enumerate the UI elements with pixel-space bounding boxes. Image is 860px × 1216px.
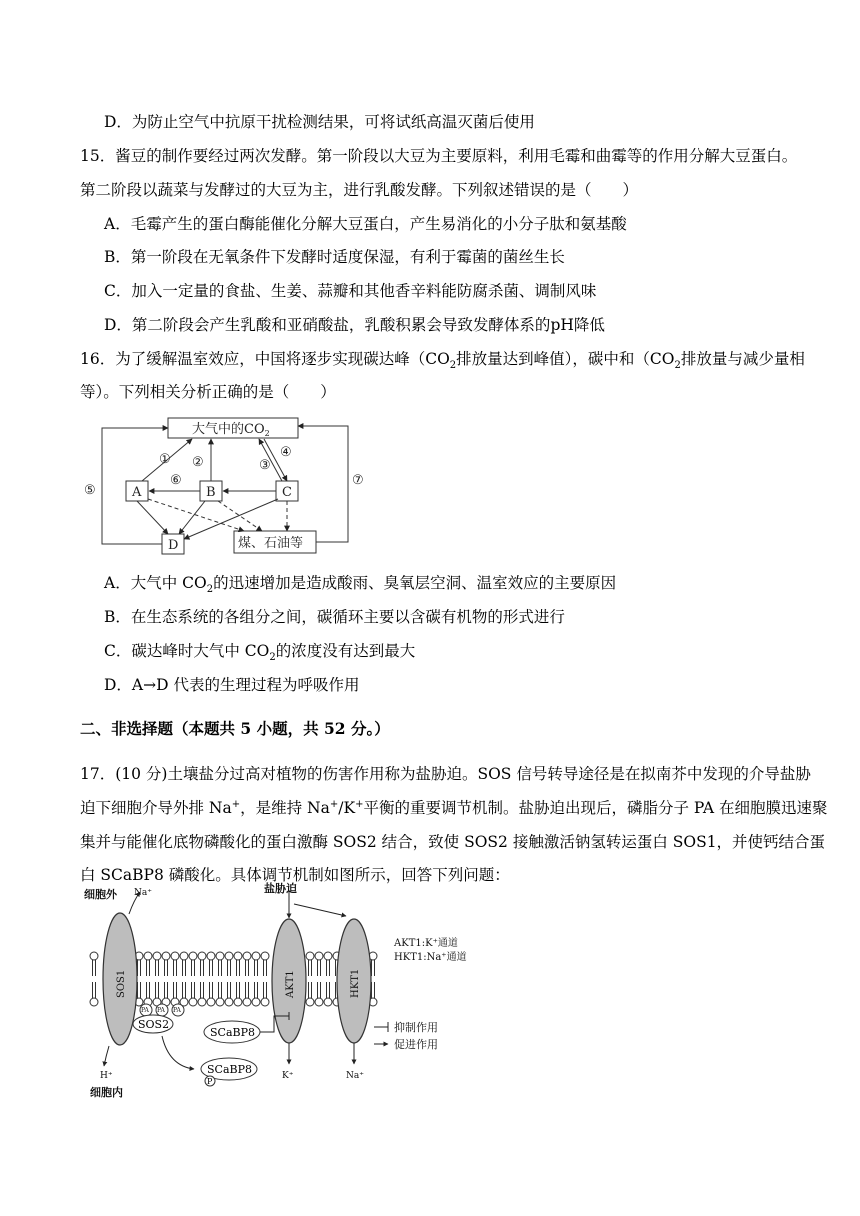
arrow-7-label: ⑦: [352, 473, 364, 488]
lipid-tail: [327, 982, 330, 998]
lipid-head: [216, 952, 224, 960]
legend-inhibit: 抑制作用: [394, 1021, 438, 1034]
lipid-tail: [147, 960, 150, 976]
q16-option-d: D．A→D 代表的生理过程为呼吸作用: [104, 676, 360, 694]
lipid-tail: [309, 960, 312, 976]
lipid-head: [180, 952, 188, 960]
q15-option-d: [104, 314, 605, 336]
fossil-label: 煤、石油等: [238, 536, 304, 551]
h-label: H⁺: [100, 1071, 113, 1081]
q15-option-c: C．加入一定量的食盐、生姜、蒜瓣和其他香辛料能防腐杀菌、调制风味: [104, 282, 597, 300]
stress-label: 盐胁迫: [264, 882, 297, 895]
lipid-head: [261, 998, 269, 1006]
lipid-head: [90, 952, 98, 960]
lipid-tail: [93, 960, 96, 976]
q16-sub: 2: [674, 360, 681, 372]
node-c-label: C: [282, 485, 292, 500]
lipid-head: [306, 952, 314, 960]
lipid-head: [198, 952, 206, 960]
section2-title: 二、非选择题（本题共 5 小题，共 52 分。）: [80, 719, 390, 738]
lipid-tail: [147, 982, 150, 998]
lipid-tail: [210, 982, 213, 998]
lipid-head: [252, 998, 260, 1006]
q16-option-b: B．在生态系统的各组分之间，碳循环主要以含碳有机物的形式进行: [104, 608, 565, 626]
lipid-tail: [93, 982, 96, 998]
legend-promote: 促进作用: [394, 1038, 438, 1051]
lipid-tail: [246, 982, 249, 998]
q15-option-d-text2: 降低: [573, 316, 605, 334]
lipid-head: [225, 952, 233, 960]
lipid-head: [198, 998, 206, 1006]
q16-sub: 2: [206, 584, 214, 596]
q17-line3: 集并与能催化底物磷酸化的蛋白激酶 SOS2 结合，致使 SOS2 接触激活钠氢转运蛋白 SOS1，并使钙结合蛋: [80, 833, 826, 851]
lipid-head: [315, 998, 323, 1006]
q17-line4: 白 SCaBP8 磷酸化。具体调节机制如图所示，回答下列问题：: [80, 866, 510, 884]
q16-option-c-text1: C．碳达峰时大气中 CO: [104, 642, 270, 660]
lipid-head: [171, 952, 179, 960]
lipid-tail: [318, 960, 321, 976]
arrow-4-label: ④: [280, 445, 292, 460]
lipid-head: [234, 952, 242, 960]
lipid-tail: [237, 982, 240, 998]
node-d-label: D: [168, 538, 179, 553]
lipid-head: [252, 952, 260, 960]
node-b-label: B: [206, 485, 216, 500]
lipid-tail: [309, 982, 312, 998]
lipid-tail: [192, 982, 195, 998]
lipid-tail: [264, 982, 267, 998]
lipid-tail: [183, 960, 186, 976]
lipid-head: [315, 952, 323, 960]
q16-stem-part3: 排放量与减少量相: [680, 350, 805, 368]
pa-label: PA: [157, 1007, 165, 1014]
q15-stem-line2: 第二阶段以蔬菜与发酵过的大豆为主，进行乳酸发酵。下列叙述错误的是（ ）: [80, 181, 639, 199]
arrow-2-label: ②: [192, 455, 204, 470]
lipid-tail: [255, 982, 258, 998]
lipid-head: [153, 952, 161, 960]
q17-line2-part1: 迫下细胞介导外排 Na: [80, 799, 232, 817]
q15-option-a: A．毛霉产生的蛋白酶能催化分解大豆蛋白，产生易消化的小分子肽和氨基酸: [104, 215, 627, 233]
lipid-tail: [174, 982, 177, 998]
lipid-tail: [255, 960, 258, 976]
inside-label: 细胞内: [90, 1086, 123, 1099]
lipid-head: [306, 998, 314, 1006]
pa-label: PA: [141, 1007, 149, 1014]
q15-option-d-text1: D．第二阶段会产生乳酸和亚硝酸盐，乳酸积累会导致发酵体系的: [104, 316, 551, 334]
q17-sup: +: [231, 798, 241, 810]
arrow-5-label: ⑤: [84, 483, 96, 498]
lipid-tail: [192, 960, 195, 976]
lipid-tail: [138, 960, 141, 976]
legend-akt1: AKT1:K⁺通道: [394, 938, 458, 949]
q17-line2: [80, 797, 828, 819]
q16-stem-line2: 等）。下列相关分析正确的是（ ）: [80, 383, 336, 401]
lipid-tail: [246, 960, 249, 976]
lipid-tail: [156, 960, 159, 976]
lipid-head: [207, 952, 215, 960]
sos1-label: SOS1: [116, 969, 127, 998]
q16-stem-part1: 16．为了缓解温室效应，中国将逐步实现碳达峰（CO: [80, 350, 450, 368]
hkt1-label: HKT1: [350, 968, 361, 998]
lipid-tail: [210, 960, 213, 976]
akt1-label: AKT1: [285, 970, 296, 998]
lipid-head: [144, 952, 152, 960]
lipid-head: [324, 952, 332, 960]
lipid-head: [225, 998, 233, 1006]
q17-line2-part3: /K: [338, 799, 356, 817]
lipid-head: [189, 952, 197, 960]
outside-label: 细胞外: [84, 888, 117, 901]
na-bottom-label: Na⁺: [346, 1071, 364, 1081]
lipid-tail: [372, 960, 375, 976]
arrow-6-label: ⑥: [170, 473, 182, 488]
q17-sup: +: [329, 798, 339, 810]
lipid-tail: [264, 960, 267, 976]
q17-line2-part2: ，是维持 Na: [240, 799, 330, 817]
q16-option-a-text2: 的迅速增加是造成酸雨、臭氧层空洞、温室效应的主要原因: [213, 574, 617, 592]
scabp8-label-lower: SCaBP8: [207, 1063, 252, 1076]
k-label: K⁺: [282, 1071, 294, 1081]
lipid-tail: [219, 960, 222, 976]
q16-option-c-text2: 的浓度没有达到最大: [275, 642, 416, 660]
lipid-tail: [165, 982, 168, 998]
q16-option-a-text1: A．大气中 CO: [104, 574, 207, 592]
lipid-tail: [327, 960, 330, 976]
lipid-tail: [228, 960, 231, 976]
q16-sub: 2: [449, 360, 457, 372]
node-a-label: A: [132, 485, 142, 500]
phosphate-label: P: [207, 1077, 213, 1086]
lipid-tail: [219, 982, 222, 998]
q17-sup: +: [355, 798, 364, 810]
lipid-head: [243, 998, 251, 1006]
lipid-tail: [201, 982, 204, 998]
lipid-head: [189, 998, 197, 1006]
lipid-tail: [138, 982, 141, 998]
q14-option-d: D．为防止空气中抗原干扰检测结果，可将试纸高温灭菌后使用: [104, 113, 535, 131]
q16-option-a: [104, 572, 616, 594]
q15-option-b: B．第一阶段在无氧条件下发酵时适度保湿，有利于霉菌的菌丝生长: [104, 248, 565, 266]
scabp8-label-upper: SCaBP8: [210, 1026, 255, 1039]
lipid-tail: [156, 982, 159, 998]
q16-option-c: [104, 640, 415, 662]
lipid-head: [261, 952, 269, 960]
arrow-1-label: ①: [159, 452, 171, 467]
legend-hkt1: HKT1:Na⁺通道: [394, 952, 467, 963]
lipid-tail: [183, 982, 186, 998]
lipid-tail: [165, 960, 168, 976]
lipid-head: [216, 998, 224, 1006]
q16-stem-line1: [80, 348, 805, 370]
lipid-head: [162, 952, 170, 960]
q16-stem-part2: 排放量达到峰值），碳中和（CO: [456, 350, 675, 368]
na-top-label: Na⁺: [134, 888, 152, 898]
atmosphere-label: 大气中的$CO_2$: [192, 422, 270, 438]
lipid-tail: [228, 982, 231, 998]
pa-label: PA: [173, 1007, 181, 1014]
q17-line1: 17．(10 分)土壤盐分过高对植物的伤害作用称为盐胁迫。SOS 信号转导途径是在拟南芥中发现的介导盐胁: [80, 765, 811, 783]
q15-stem-line1: 15．酱豆的制作要经过两次发酵。第一阶段以大豆为主要原料，利用毛霉和曲霉等的作用分解大豆蛋白。: [80, 147, 798, 165]
lipid-tail: [318, 982, 321, 998]
lipid-head: [324, 998, 332, 1006]
lipid-tail: [174, 960, 177, 976]
q15-option-d-ph: pH: [550, 316, 574, 334]
lipid-head: [90, 998, 98, 1006]
lipid-tail: [201, 960, 204, 976]
lipid-head: [207, 998, 215, 1006]
arrow-3-label: ③: [259, 458, 271, 473]
q16-sub: 2: [269, 652, 276, 664]
sos2-label: SOS2: [138, 1018, 170, 1031]
lipid-head: [243, 952, 251, 960]
q17-line2-part4: 平衡的重要调节机制。盐胁迫出现后，磷脂分子 PA 在细胞膜迅速聚: [363, 799, 828, 817]
membrane-diagram: [84, 882, 484, 1099]
lipid-tail: [237, 960, 240, 976]
carbon-cycle-diagram: [84, 414, 384, 558]
lipid-tail: [372, 982, 375, 998]
lipid-head: [234, 998, 242, 1006]
